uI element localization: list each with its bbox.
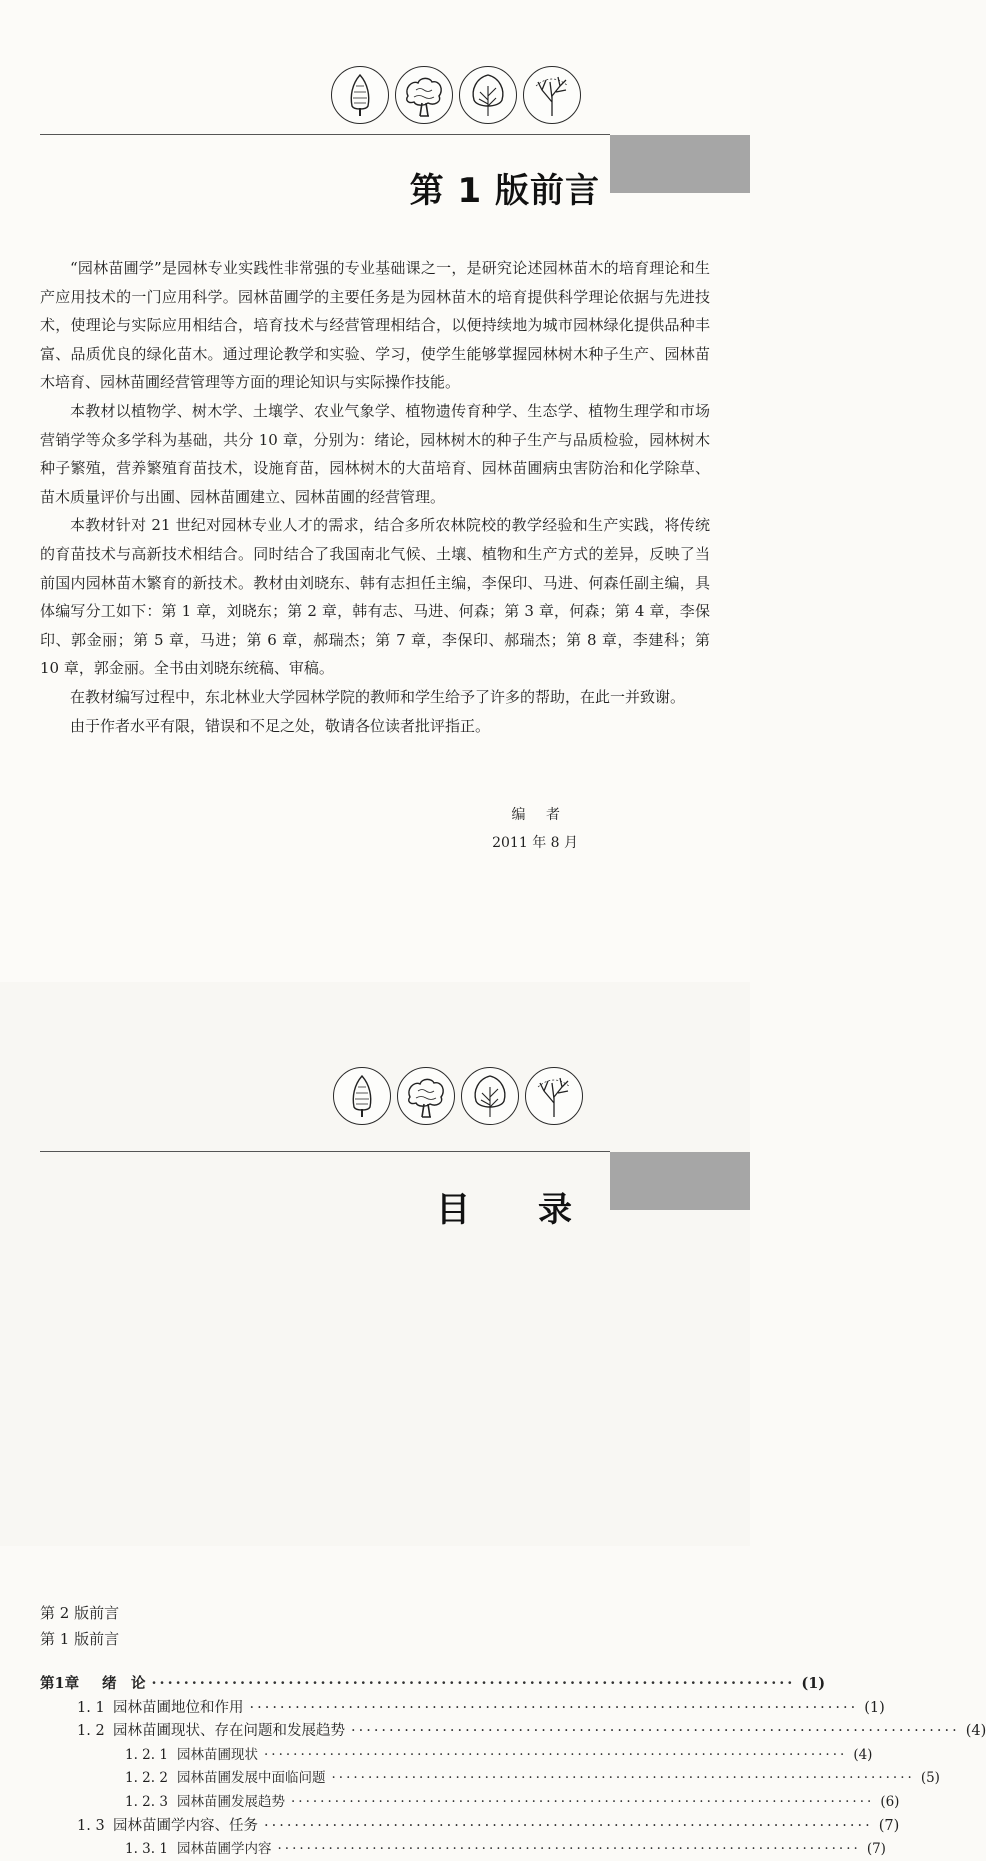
- conifer-tree-icon: [331, 66, 389, 124]
- toc-entry-page: (7): [878, 1817, 900, 1834]
- toc-entry-number: 第1章: [40, 1675, 80, 1692]
- toc-entry-number: 1. 2: [77, 1723, 105, 1740]
- toc-entry[interactable]: [40, 1814, 900, 1838]
- toc-entry-page: (6): [880, 1793, 900, 1810]
- toc-entry-title: 园林苗圃发展中面临问题: [177, 1770, 326, 1787]
- toc-leader-dots: ················································································: [249, 1699, 859, 1716]
- toc-entry-title: 园林苗圃学内容、任务: [113, 1817, 258, 1834]
- toc-entry-number: 1. 3. 1: [125, 1841, 168, 1858]
- toc-entry-title: 绪 论: [102, 1675, 146, 1692]
- toc-leader-dots: ················································································: [291, 1793, 875, 1810]
- preface-date: 2011 年 8 月: [492, 835, 578, 851]
- deciduous-tree-icon: [459, 66, 517, 124]
- tree-icon-row: [331, 66, 581, 124]
- toc-entry-title: 园林苗圃学内容: [177, 1841, 272, 1858]
- toc-entry-title: 园林苗圃地位和作用: [113, 1699, 244, 1716]
- header-gray-band: [610, 1152, 750, 1210]
- toc-entry-number: 1. 2. 3: [125, 1793, 168, 1810]
- toc-entry-title: 园林苗圃发展趋势: [177, 1793, 285, 1810]
- toc-entry-title: 园林苗圃现状、存在问题和发展趋势: [113, 1723, 345, 1740]
- preface-paragraph: 在教材编写过程中，东北林业大学园林学院的教师和学生给予了许多的帮助，在此一并致谢。: [70, 687, 686, 706]
- toc-entry[interactable]: [40, 1837, 886, 1861]
- preface-body: [40, 254, 710, 740]
- toc-entry-page: (1): [864, 1699, 885, 1716]
- preface-author: 编 者: [511, 807, 568, 823]
- toc-list: [40, 1672, 986, 1861]
- toc-entry[interactable]: [40, 1696, 885, 1720]
- toc-entry-number: 1. 3: [77, 1817, 105, 1834]
- toc-leader-dots: ················································································: [264, 1746, 848, 1763]
- toc-entry[interactable]: [40, 1743, 873, 1767]
- toc-entry[interactable]: [40, 1719, 986, 1743]
- broadleaf-tree-icon: [395, 66, 453, 124]
- header-rule: [40, 134, 610, 135]
- bare-tree-icon: [525, 1067, 583, 1125]
- tree-icon-row: [333, 1067, 583, 1125]
- toc-front-matter-item[interactable]: 第 1 版前言: [40, 1630, 120, 1648]
- toc-entry-number: 1. 2. 2: [125, 1770, 168, 1787]
- broadleaf-tree-icon: [397, 1067, 455, 1125]
- toc-entry[interactable]: [40, 1766, 940, 1790]
- toc-leader-dots: ················································································: [151, 1675, 796, 1692]
- preface-paragraph: “园林苗圃学”是园林专业实践性非常强的专业基础课之一，是研究论述园林苗木的培育理论和生产应用技术的一门应用科学。园林苗圃学的主要任务是为园林苗木的培育提供科学理论依据与先进技术，使理论与实际应用相结合，培育技术与经营管理相结合，以便持续地为城市园林绿化提供品种丰富、品质优良的绿化苗木。通过理论教学和实验、学习，使学生能够掌握园林树木种子生产、园林苗木培育、园林苗圃经营管理等方面的理论知识与实际操作技能。: [40, 259, 710, 392]
- toc-entry-page: (4): [965, 1723, 986, 1740]
- toc-entry[interactable]: [40, 1790, 900, 1814]
- preface-paragraph: 由于作者水平有限，错误和不足之处，敬请各位读者批评指正。: [70, 716, 491, 735]
- header-rule: [40, 1151, 610, 1152]
- deciduous-tree-icon: [461, 1067, 519, 1125]
- bare-tree-icon: [523, 66, 581, 124]
- preface-paragraph: 本教材针对 21 世纪对园林专业人才的需求，结合多所农林院校的教学经验和生产实践，将传统的育苗技术与高新技术相结合。同时结合了我国南北气候、土壤、植物和生产方式的差异，反映了当前国内园林苗木繁育的新技术。教材由刘晓东、韩有志担任主编，李保印、马进、何森任副主编，具体编写分工如下：第 1 章，刘晓东；第 2 章，韩有志、马进、何森；第 3 章，何森；第 4 章，李保印、郭金丽；第 5 章，马进；第 6 章，郝瑞杰；第 7 章，李保印、郝瑞杰；第 8 章，李建科；第 10 章，郭金丽。全书由刘晓东统稿、审稿。: [40, 516, 710, 678]
- page-title: 第 1 版前言: [409, 170, 600, 211]
- toc-leader-dots: ················································································: [331, 1770, 915, 1787]
- toc-leader-dots: ················································································: [351, 1723, 960, 1740]
- toc-entry-number: 1. 2. 1: [125, 1746, 168, 1763]
- toc-entry-title: 园林苗圃现状: [177, 1746, 258, 1763]
- preface-paragraph: 本教材以植物学、树木学、土壤学、农业气象学、植物遗传育种学、生态学、植物生理学和市场营销学等众多学科为基础，共分 10 章，分别为：绪论，园林树木的种子生产与品质检验，园林树木种子繁殖，营养繁殖育苗技术，设施育苗，园林树木的大苗培育、园林苗圃病虫害防治和化学除草、苗木质量评价与出圃、园林苗圃建立、园林苗圃的经营管理。: [40, 401, 710, 506]
- toc-entry-page: (5): [920, 1770, 940, 1787]
- preface-page: [0, 0, 750, 982]
- conifer-tree-icon: [333, 1067, 391, 1125]
- toc-entry-number: 1. 1: [77, 1699, 105, 1716]
- page-title: 目 录: [436, 1189, 600, 1230]
- toc-entry[interactable]: [40, 1672, 826, 1696]
- toc-entry-page: (4): [853, 1746, 873, 1763]
- contents-page: [0, 982, 986, 1858]
- toc-entry-page: (1): [801, 1675, 826, 1692]
- header-gray-band: [610, 135, 750, 193]
- toc-entry-page: (7): [866, 1841, 886, 1858]
- toc-leader-dots: ················································································: [277, 1841, 861, 1858]
- toc-front-matter-item[interactable]: 第 2 版前言: [40, 1604, 120, 1622]
- toc-leader-dots: ················································································: [264, 1817, 873, 1834]
